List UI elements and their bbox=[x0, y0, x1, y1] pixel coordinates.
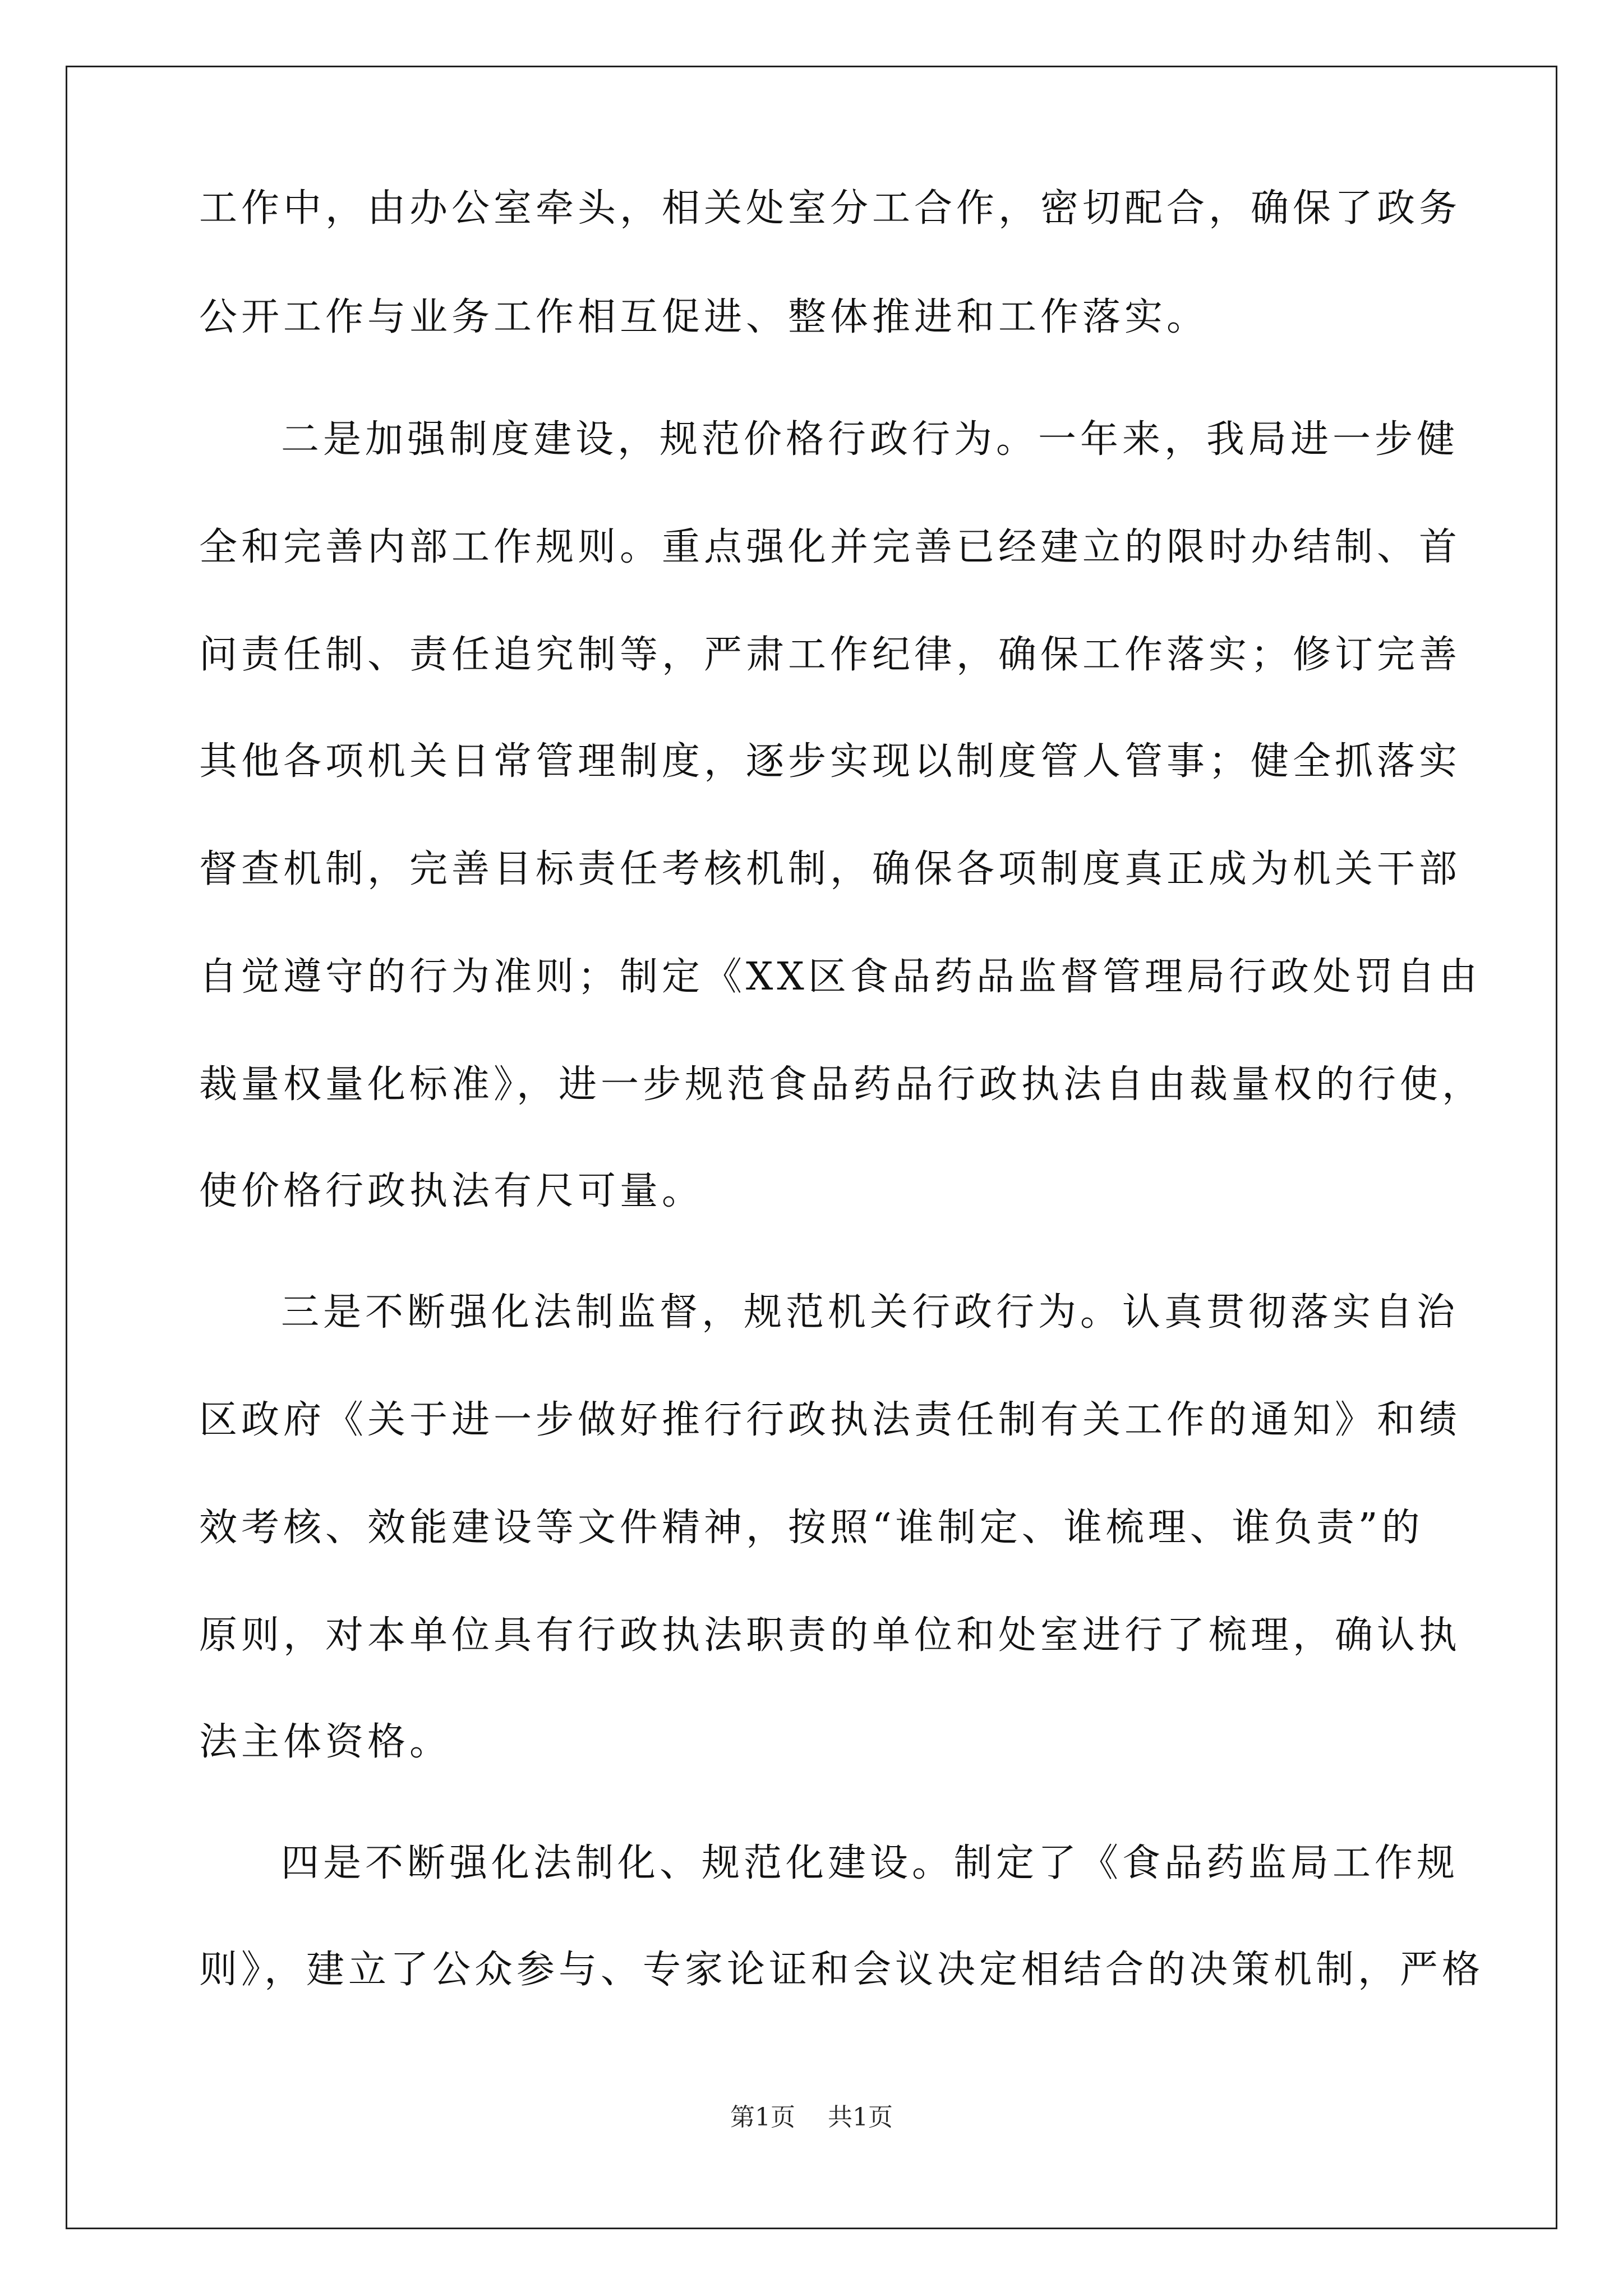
page-number: 第1页 bbox=[730, 2103, 795, 2132]
text-line: 问责任制、责任追究制等，严肃工作纪律，确保工作落实；修订完善 bbox=[199, 633, 1461, 677]
text-line: 三是不断强化法制监督，规范机关行政行为。认真贯彻落实自治 bbox=[281, 1290, 1459, 1335]
page-footer bbox=[0, 2097, 1623, 2133]
page-total: 共1页 bbox=[828, 2103, 893, 2132]
text-line: 自觉遵守的行为准则；制定《XX区食品药品监督管理局行政处罚自由 bbox=[199, 955, 1481, 999]
text-line: 效考核、效能建设等文件精神，按照“谁制定、谁梳理、谁负责”的 bbox=[199, 1506, 1424, 1550]
text-line: 四是不断强化法制化、规范化建设。制定了《食品药监局工作规 bbox=[281, 1841, 1459, 1885]
text-line: 二是加强制度建设，规范价格行政行为。一年来，我局进一步健 bbox=[281, 417, 1459, 462]
page-frame bbox=[66, 66, 1557, 2229]
text-line: 区政府《关于进一步做好推行行政执法责任制有关工作的通知》和绩 bbox=[199, 1398, 1461, 1442]
text-line: 原则，对本单位具有行政执法职责的单位和处室进行了梳理，确认执 bbox=[199, 1613, 1461, 1658]
text-line: 则》，建立了公众参与、专家论证和会议决定相结合的决策机制，严格 bbox=[199, 1948, 1484, 1992]
text-line: 督查机制，完善目标责任考核机制，确保各项制度真正成为机关干部 bbox=[199, 847, 1461, 891]
text-line: 全和完善内部工作规则。重点强化并完善已经建立的限时办结制、首 bbox=[199, 525, 1461, 569]
text-line: 使价格行政执法有尺可量。 bbox=[199, 1169, 704, 1213]
text-line: 其他各项机关日常管理制度，逐步实现以制度管人管事；健全抓落实 bbox=[199, 739, 1461, 784]
text-line: 裁量权量化标准》，进一步规范食品药品行政执法自由裁量权的行使， bbox=[199, 1062, 1484, 1107]
text-line: 法主体资格。 bbox=[199, 1720, 452, 1764]
text-line: 公开工作与业务工作相互促进、整体推进和工作落实。 bbox=[199, 295, 1209, 339]
text-line: 工作中，由办公室牵头，相关处室分工合作，密切配合，确保了政务 bbox=[199, 186, 1461, 231]
